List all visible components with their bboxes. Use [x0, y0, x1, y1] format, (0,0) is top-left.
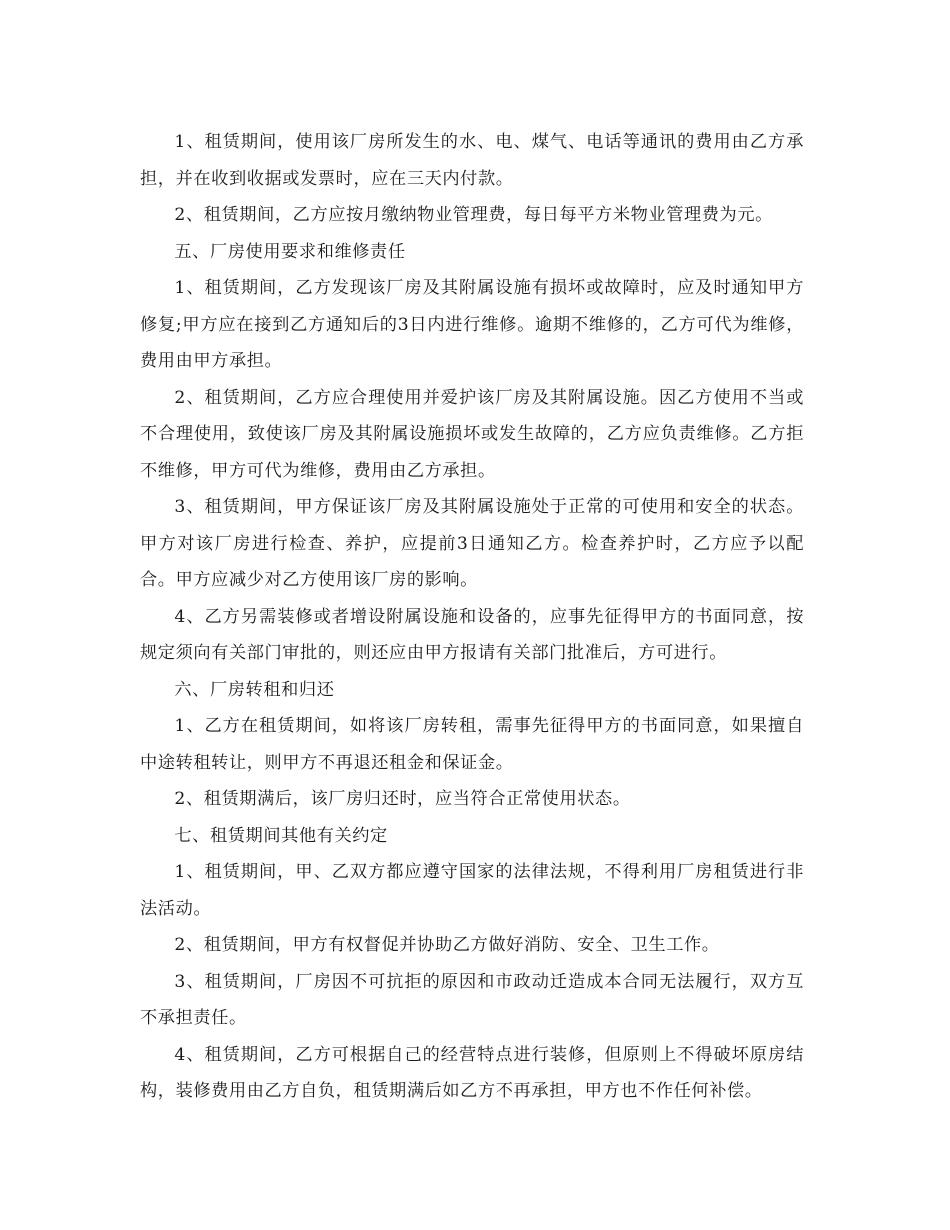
clause-7-item-3: 3、租赁期间，厂房因不可抗拒的原因和市政动迁造成本合同无法履行，双方互不承担责任。 [140, 971, 804, 1028]
clause-4-item-1: 1、租赁期间，使用该厂房所发生的水、电、煤气、电话等通讯的费用由乙方承担，并在收到收据或发票时，应在三天内付款。 [140, 132, 804, 189]
clause-5-item-3: 3、租赁期间，甲方保证该厂房及其附属设施处于正常的可使用和安全的状态。甲方对该厂房进行检查、养护，应提前3日通知乙方。检查养护时，乙方应予以配合。甲方应减少对乙方使用该厂房的影响。 [140, 497, 804, 590]
clause-7-item-4: 4、租赁期间，乙方可根据自己的经营特点进行装修，但原则上不得破坏原房结构，装修费用由乙方自负，租赁期满后如乙方不再承担，甲方也不作任何补偿。 [140, 1044, 804, 1101]
clause-5-item-4: 4、乙方另需装修或者增设附属设施和设备的，应事先征得甲方的书面同意，按规定须向有关部门审批的，则还应由甲方报请有关部门批准后，方可进行。 [140, 606, 804, 663]
section-heading-7: 七、租赁期间其他有关约定 [174, 825, 388, 846]
section-heading-5: 五、厂房使用要求和维修责任 [174, 241, 406, 262]
clause-6-item-2: 2、租赁期满后，该厂房归还时，应当符合正常使用状态。 [174, 789, 631, 809]
clause-6-item-1: 1、乙方在租赁期间，如将该厂房转租，需事先征得甲方的书面同意，如果擅自中途转租转让，则甲方不再退还租金和保证金。 [140, 716, 804, 773]
clause-7-item-1: 1、租赁期间，甲、乙双方都应遵守国家的法律法规，不得利用厂房租赁进行非法活动。 [140, 862, 804, 919]
clause-7-item-2: 2、租赁期间，甲方有权督促并协助乙方做好消防、安全、卫生工作。 [174, 935, 720, 955]
clause-5-item-2: 2、租赁期间，乙方应合理使用并爱护该厂房及其附属设施。因乙方使用不当或不合理使用，致使该厂房及其附属设施损坏或发生故障的，乙方应负责维修。乙方拒不维修，甲方可代为维修，费用由乙方承担。 [140, 387, 804, 481]
clause-5-item-1: 1、租赁期间，乙方发现该厂房及其附属设施有损坏或故障时，应及时通知甲方修复;甲方应在接到乙方通知后的3日内进行维修。逾期不维修的，乙方可代为维修，费用由甲方承担。 [140, 278, 804, 371]
document-body [140, 124, 804, 1110]
section-heading-6: 六、厂房转租和归还 [174, 679, 335, 700]
clause-4-item-2: 2、租赁期间，乙方应按月缴纳物业管理费，每日每平方米物业管理费为元。 [174, 205, 773, 225]
